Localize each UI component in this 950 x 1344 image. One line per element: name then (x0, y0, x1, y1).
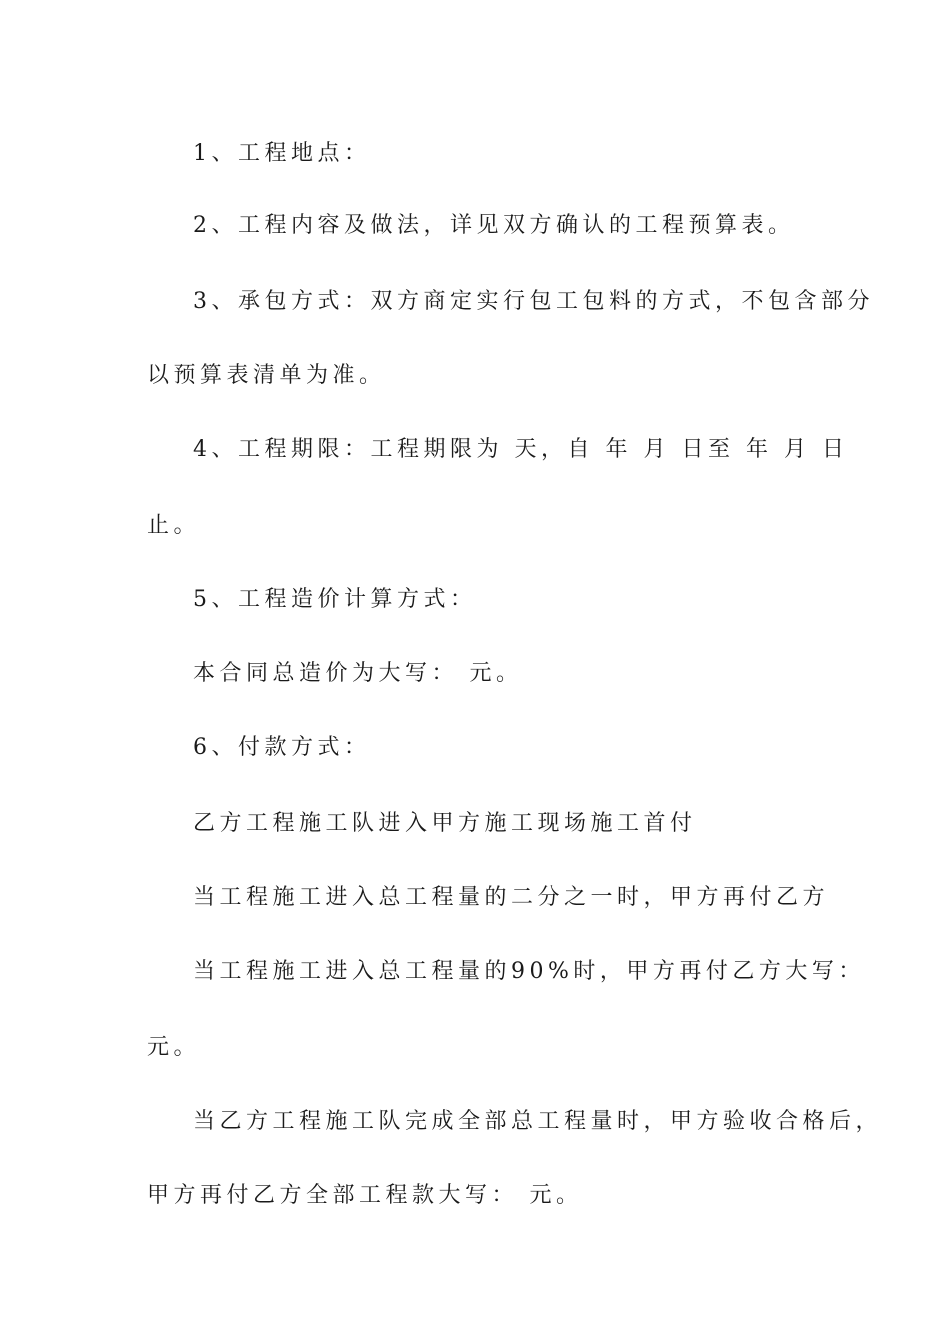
clause-2-content: 2、工程内容及做法，详见双方确认的工程预算表。 (193, 213, 795, 238)
payment-ninety-percent: 当工程施工进入总工程量的90%时，甲方再付乙方大写： (193, 959, 865, 984)
total-price-line: 本合同总造价为大写： 元。 (193, 661, 523, 686)
clause-3-contract-method: 3、承包方式：双方商定实行包工包料的方式，不包含部分 (193, 289, 874, 314)
clause-6-payment: 6、付款方式： (193, 735, 371, 760)
clause-1-location: 1、工程地点： (193, 141, 371, 166)
clause-4-duration: 4、工程期限：工程期限为 天，自 年 月 日至 年 月 日 (193, 437, 849, 462)
payment-completion-continuation: 甲方再付乙方全部工程款大写： 元。 (147, 1183, 583, 1208)
payment-half-progress: 当工程施工进入总工程量的二分之一时，甲方再付乙方 (193, 885, 830, 910)
payment-first-installment: 乙方工程施工队进入甲方施工现场施工首付 (193, 811, 697, 836)
clause-4-continuation: 止。 (147, 513, 201, 538)
payment-completion: 当乙方工程施工队完成全部总工程量时，甲方验收合格后， (193, 1109, 883, 1134)
payment-ninety-percent-continuation: 元。 (147, 1035, 201, 1060)
clause-3-continuation: 以预算表清单为准。 (147, 363, 386, 388)
clause-5-pricing: 5、工程造价计算方式： (193, 587, 477, 612)
